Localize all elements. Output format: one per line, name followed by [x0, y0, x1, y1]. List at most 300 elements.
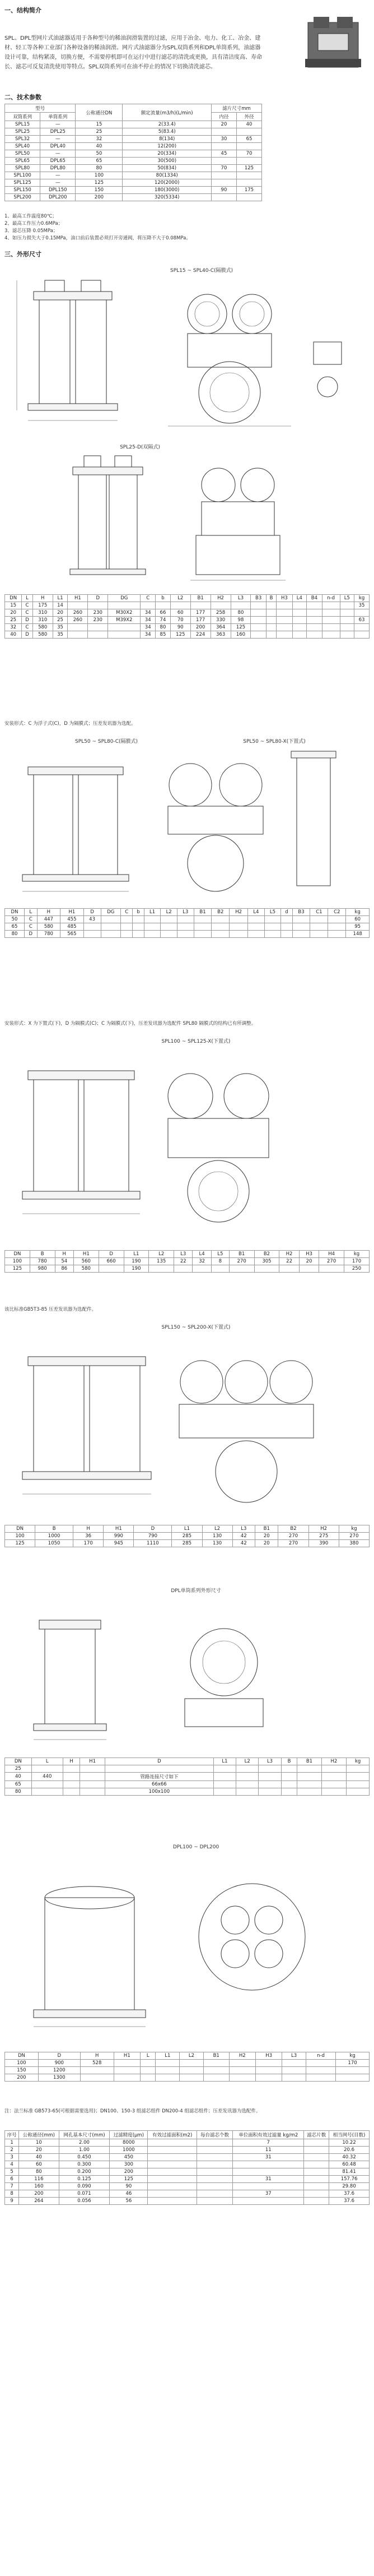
table-cell: 63 [354, 617, 370, 624]
table-header-cell: H2 [279, 1251, 299, 1258]
table-row [5, 1258, 370, 1265]
table-header-cell: L3 [174, 1251, 193, 1258]
table-cell: 40 [236, 121, 261, 128]
note-line: 2、最高工作压力0.6MPa； [4, 221, 63, 226]
table-cell: 90 [110, 2183, 148, 2190]
table-cell [63, 1773, 80, 1781]
table-header-cell: H1 [104, 1525, 134, 1533]
table-cell [266, 624, 276, 631]
table-header-cell: L3 [282, 2052, 306, 2060]
table-cell [212, 931, 230, 938]
table-cell [230, 931, 248, 938]
table-row [5, 194, 262, 201]
table-cell: 177 [190, 609, 211, 617]
table-cell: 175 [32, 602, 53, 609]
table-cell: 100 [5, 2060, 39, 2067]
table-cell [156, 2067, 180, 2074]
table-cell: 25 [53, 617, 68, 624]
table-cell: 285 [172, 1540, 202, 1547]
table-header-cell: 外径 [236, 113, 261, 121]
table-cell: 32 [5, 624, 22, 631]
table-cell [101, 931, 120, 938]
table-row [5, 1533, 370, 1540]
table-cell [259, 1773, 281, 1781]
table-row [5, 2147, 370, 2154]
table-cell: 29.80 [329, 2183, 370, 2190]
table-cell [281, 1773, 297, 1781]
table-cell [114, 2074, 140, 2082]
table-cell: 20 [255, 1540, 278, 1547]
drawing-spl150-200 [11, 1331, 364, 1511]
table-cell: 34 [141, 609, 156, 617]
table-cell: C [22, 624, 33, 631]
table-row [5, 143, 262, 150]
section2-title: 二、技术参数 [4, 94, 41, 101]
table-row [5, 931, 370, 938]
table-header-cell: 公称通径(mm) [19, 2131, 59, 2139]
table-cell: 945 [104, 1540, 134, 1547]
table-cell [197, 2161, 232, 2168]
table-cell: 130 [202, 1533, 232, 1540]
table-cell [80, 1773, 105, 1781]
table-cell [177, 931, 194, 938]
table-cell: 3 [5, 2154, 19, 2161]
table-header-cell: H [55, 1251, 73, 1258]
table-cell [266, 617, 276, 624]
table-header-cell: 型号 [5, 104, 76, 113]
table-cell: D [22, 617, 33, 624]
table-cell: — [40, 136, 76, 143]
table-cell [141, 2060, 156, 2067]
dims-table-body [5, 1533, 370, 1547]
table-cell [229, 2060, 255, 2067]
tech-params-table [4, 104, 262, 201]
table-cell [180, 2074, 204, 2082]
table-header-cell: L [22, 595, 33, 602]
drawing-dpl-single [11, 1595, 364, 1746]
table-header-cell: 有效过滤面积(m2) [148, 2131, 197, 2139]
table-cell: 7 [233, 2139, 304, 2147]
table-header-cell: kg [354, 595, 370, 602]
table-cell: — [40, 179, 76, 187]
table-header-row [5, 2052, 370, 2060]
table-cell: 20 [53, 609, 68, 617]
table-cell: 35 [53, 631, 68, 639]
table-row [5, 165, 262, 172]
table-cell: 285 [172, 1533, 202, 1540]
table-cell: SPL50 [5, 150, 40, 158]
table-cell: 30(500) [123, 158, 212, 165]
table-cell: 10 [19, 2139, 59, 2147]
table-cell [197, 2139, 232, 2147]
table-cell: 900 [38, 2060, 80, 2067]
table-header-cell: B4 [307, 595, 322, 602]
table-cell [121, 923, 133, 931]
table-header-cell: 双筒系列 [5, 113, 40, 121]
table-cell: 0.071 [59, 2190, 110, 2198]
table-cell [264, 923, 281, 931]
table-header-cell: DG [101, 909, 120, 916]
note2: 安装形式：C 为浮子式(C)，D 为隔膜式；压差发讯器为选配。 [4, 721, 136, 727]
table-cell: 125 [110, 2176, 148, 2183]
table-cell: 34 [141, 617, 156, 624]
table-cell: 32 [193, 1258, 211, 1265]
table-cell [321, 1781, 347, 1788]
table-cell [255, 2060, 282, 2067]
table-cell [63, 1765, 80, 1773]
table-cell [251, 602, 266, 609]
dims-table-dpl100-200 [4, 2052, 370, 2082]
table-cell: DPL80 [40, 165, 76, 172]
table-row [5, 2154, 370, 2161]
table-cell: 125 [5, 1540, 35, 1547]
table-cell [281, 916, 292, 923]
table-cell [133, 923, 144, 931]
table-header-cell: kg [339, 1525, 369, 1533]
table-cell: SPL100 [5, 172, 40, 179]
table-cell [211, 194, 236, 201]
note3: 安装形式：X 为下置式(下)，D 为隔膜式(C)；C 为隔膜式(下)，压差发讯器为选配件 SPL80 隔膜式的结构已有所调整。 [4, 1021, 256, 1026]
table-cell [156, 2060, 180, 2067]
table-cell: 30 [211, 136, 236, 143]
table-header-cell: H1 [73, 1251, 99, 1258]
table-cell [281, 931, 292, 938]
table-cell: 270 [339, 1533, 369, 1540]
table-cell [141, 2074, 156, 2082]
table-cell [203, 2074, 229, 2082]
table-header-cell: H4 [319, 1251, 344, 1258]
drawing7-caption: DPL100 ~ DPL200 [172, 1844, 219, 1850]
table-cell [144, 931, 161, 938]
table-header-cell: n-d [306, 2052, 335, 2060]
table-header-cell: B [266, 595, 276, 602]
table-header-cell: L3 [177, 909, 194, 916]
table-cell: 40 [5, 631, 22, 639]
table-cell: 37.6 [329, 2198, 370, 2205]
table-cell: 100x100 [105, 1788, 213, 1796]
table-cell [322, 624, 340, 631]
table-cell: 12(200) [123, 143, 212, 150]
table-header-cell: H1 [80, 1758, 105, 1765]
table-cell: SPL150 [5, 187, 40, 194]
table-header-cell: L1 [124, 1251, 149, 1258]
table-cell: 264 [19, 2198, 59, 2205]
table-cell [266, 609, 276, 617]
table-cell [80, 1788, 105, 1796]
table-cell [354, 624, 370, 631]
drawing-spl50-80 [11, 746, 364, 897]
table-cell [194, 916, 212, 923]
table-cell [114, 2067, 140, 2074]
table-header-cell: H3 [277, 595, 292, 602]
dims-table-spl15-40 [4, 594, 370, 639]
drawing1-caption: SPL15 ~ SPL40-C(隔膜式) [170, 268, 233, 274]
table-header-cell: C2 [328, 909, 346, 916]
table-cell [282, 2074, 306, 2082]
table-row [5, 158, 262, 165]
table-header-cell: D [99, 1251, 124, 1258]
table-cell [264, 916, 281, 923]
table-cell: 440 [31, 1773, 63, 1781]
table-header-cell: H3 [299, 1251, 319, 1258]
table-cell [322, 602, 340, 609]
table-cell: 45 [211, 150, 236, 158]
table-header-cell: H2 [308, 1525, 339, 1533]
table-cell [203, 2067, 229, 2074]
table-cell [277, 602, 292, 609]
table-cell: M30X2 [108, 609, 141, 617]
table-cell: 70 [236, 150, 261, 158]
table-cell [233, 2198, 304, 2205]
table-row [5, 1265, 370, 1273]
table-cell: 65 [5, 923, 25, 931]
table-cell [306, 2074, 335, 2082]
table-header-cell: B2 [278, 1525, 308, 1533]
table-cell: SPL15 [5, 121, 40, 128]
table-cell: 560 [73, 1258, 99, 1265]
table-header-cell: 公称通径DN [76, 104, 123, 121]
table-cell: 125 [76, 179, 123, 187]
table-row [5, 121, 262, 128]
table-cell: 25 [5, 617, 22, 624]
table-cell: 177 [190, 617, 211, 624]
drawing3-caption-left: SPL50 ~ SPL80-C(隔膜式) [74, 739, 138, 744]
table-cell: SPL125 [5, 179, 40, 187]
table-cell [197, 2168, 232, 2176]
table-header-cell: 每台滤芯个数 [197, 2131, 232, 2139]
table-row [5, 609, 370, 617]
section3-title: 三、外形尺寸 [4, 251, 41, 258]
table-cell [304, 2190, 329, 2198]
dims-table-spl50-80 [4, 908, 370, 938]
drawing2-caption: SPL25-D(双隔式) [120, 445, 160, 450]
table-header-cell: H2 [211, 595, 231, 602]
table-header-cell: L3 [232, 1525, 255, 1533]
table-cell [211, 1265, 229, 1273]
table-cell: 125 [231, 624, 251, 631]
table-cell: 260 [68, 617, 88, 624]
table-cell [99, 1265, 124, 1273]
table-cell [80, 1765, 105, 1773]
table-cell [281, 1765, 297, 1773]
table-header-cell: C [141, 595, 156, 602]
table-cell: 46 [110, 2190, 148, 2198]
table-cell [211, 172, 236, 179]
table-cell: 56 [110, 2198, 148, 2205]
table-cell [304, 2154, 329, 2161]
table-cell: DPL150 [40, 187, 76, 194]
table-header-cell: D [83, 909, 101, 916]
table-cell: SPL32 [5, 136, 40, 143]
table-cell [304, 2176, 329, 2183]
table-cell [336, 2067, 370, 2074]
table-row [5, 128, 262, 136]
table-row [5, 631, 370, 639]
table-cell: 250 [344, 1265, 370, 1273]
table-header-cell: L4 [292, 595, 307, 602]
table-cell: 20.6 [329, 2147, 370, 2154]
table-header-cell: kg [344, 1251, 370, 1258]
table-header-cell: D [105, 1758, 213, 1765]
table-cell [108, 631, 141, 639]
table-header-cell: DN [5, 909, 25, 916]
table-cell: 580 [32, 624, 53, 631]
table-cell: 70 [211, 165, 236, 172]
table-header-cell: L3 [231, 595, 251, 602]
table-header-cell: L3 [259, 1758, 281, 1765]
table-cell [251, 617, 266, 624]
table-header-cell: H3 [255, 2052, 282, 2060]
table-cell [321, 1773, 347, 1781]
table-header-cell: D [134, 1525, 172, 1533]
table-cell: 25 [5, 1765, 32, 1773]
table-header-cell: L1 [156, 2052, 180, 2060]
table-cell [340, 624, 354, 631]
table-cell [292, 617, 307, 624]
table-cell [213, 1781, 236, 1788]
table-cell: 170 [336, 2060, 370, 2067]
table-cell [197, 2183, 232, 2190]
table-cell: 42 [232, 1533, 255, 1540]
note-line: 1、最高工作温度80℃； [4, 214, 57, 219]
table-cell [297, 1765, 321, 1773]
table-header-cell: D [88, 595, 108, 602]
table-cell [248, 923, 265, 931]
table-cell: 170 [344, 1258, 370, 1265]
tech-params-body [5, 121, 262, 201]
table-cell [277, 624, 292, 631]
table-row [5, 602, 370, 609]
table-cell: 1000 [110, 2147, 148, 2154]
table-cell [63, 1788, 80, 1796]
table-cell: 20 [255, 1533, 278, 1540]
table-cell: 990 [104, 1533, 134, 1540]
table-cell: 1300 [38, 2074, 80, 2082]
table-cell: 40.32 [329, 2154, 370, 2161]
table-cell [121, 916, 133, 923]
table-cell: 1.00 [59, 2147, 110, 2154]
dims-table-spl150-200 [4, 1525, 370, 1547]
table-cell [161, 916, 177, 923]
table-cell [328, 923, 346, 931]
table-header-cell: H2 [230, 909, 248, 916]
intro-paragraph: SPL、DPL型网片式油滤器适用于各种型号的稀油润滑装置的过滤，应用于冶金、电力、化工、冶金、建材、轻工等各种工业部门各种设备的稀油润滑。网片式油滤器分为SPL双筒系列和DPL单筒系列，油滤器设计可靠，结构紧凑，切换方便，不需要停机即可在运行中进行滤芯的清洗或更换，具有清洁度高、寿命长、滤芯可反复清洗使用等特点。SPL双筒系列可在油不停止的情况下切换清洗滤芯。 [4, 35, 262, 70]
table-cell [236, 143, 261, 150]
table-row [5, 1540, 370, 1547]
table-cell: 150 [76, 187, 123, 194]
table-cell: 15 [76, 121, 123, 128]
table-cell: 270 [278, 1533, 308, 1540]
table-cell: 98 [231, 617, 251, 624]
table-cell [292, 916, 310, 923]
table-cell: 190 [124, 1265, 149, 1273]
table-header-cell: B3 [292, 909, 310, 916]
table-cell [108, 602, 141, 609]
drawing-dpl100-200 [11, 1853, 364, 2038]
table-cell [266, 602, 276, 609]
table-cell [347, 1788, 370, 1796]
table-row [5, 1765, 370, 1773]
table-cell: C [22, 609, 33, 617]
table-cell [230, 916, 248, 923]
table-cell [211, 602, 231, 609]
table-cell: 80 [5, 931, 25, 938]
table-cell: 37.6 [329, 2190, 370, 2198]
table-cell [310, 923, 328, 931]
table-cell: 0.056 [59, 2198, 110, 2205]
table-cell [88, 624, 108, 631]
table-cell: 125 [5, 1265, 30, 1273]
table-header-cell: B1 [203, 2052, 229, 2060]
table-cell: 270 [229, 1258, 254, 1265]
table-cell [304, 2198, 329, 2205]
table-cell: 80(1334) [123, 172, 212, 179]
dims-table-body [5, 1765, 370, 1796]
table-header-cell: 单位面积有效过滤量 kg/m2 [233, 2131, 304, 2139]
table-cell [141, 2067, 156, 2074]
table-cell: 9 [5, 2198, 19, 2205]
table-cell: 40 [19, 2154, 59, 2161]
table-cell: 66x66 [105, 1781, 213, 1788]
table-cell [319, 1265, 344, 1273]
section1-title: 一、结构简介 [4, 7, 41, 14]
table-cell: 224 [190, 631, 211, 639]
table-row [5, 617, 370, 624]
table-header-cell: DN [5, 1525, 35, 1533]
table-cell [105, 1765, 213, 1773]
table-cell [259, 1788, 281, 1796]
table-row [5, 150, 262, 158]
table-row [5, 1773, 370, 1781]
table-cell [161, 931, 177, 938]
table-cell: 5(83.4) [123, 128, 212, 136]
table-header-cell: L5 [211, 1251, 229, 1258]
table-cell: 320(5334) [123, 194, 212, 201]
table-cell: 8 [5, 2190, 19, 2198]
table-header-cell: H [37, 909, 60, 916]
table-cell [31, 1788, 63, 1796]
table-cell [251, 631, 266, 639]
table-cell [211, 158, 236, 165]
table-cell [236, 1765, 259, 1773]
table-cell: 300 [110, 2161, 148, 2168]
table-cell: 135 [149, 1258, 174, 1265]
table-cell [177, 923, 194, 931]
table-header-cell: B1 [297, 1758, 321, 1765]
table-cell: 200 [110, 2168, 148, 2176]
table-cell: 270 [278, 1540, 308, 1547]
table-cell: 363 [211, 631, 231, 639]
table-cell: 485 [60, 923, 84, 931]
table-cell: 100 [5, 1258, 30, 1265]
table-header-cell: L1 [144, 909, 161, 916]
table-cell: 780 [30, 1258, 55, 1265]
table-cell: 175 [236, 187, 261, 194]
table-cell: D [25, 931, 38, 938]
table-cell [83, 923, 101, 931]
table-cell: 170 [73, 1540, 104, 1547]
table-cell: 22 [279, 1258, 299, 1265]
table-cell: 81.41 [329, 2168, 370, 2176]
table-cell: 50 [5, 916, 25, 923]
table-cell [213, 1773, 236, 1781]
filter-mesh-body [5, 2139, 370, 2205]
note4: 该比标准GB5T3-85 压差发讯器为选配件。 [4, 1307, 97, 1312]
table-cell: 528 [80, 2060, 114, 2067]
table-cell: 31 [233, 2176, 304, 2183]
table-cell: M39X2 [108, 617, 141, 624]
table-row [5, 1781, 370, 1788]
